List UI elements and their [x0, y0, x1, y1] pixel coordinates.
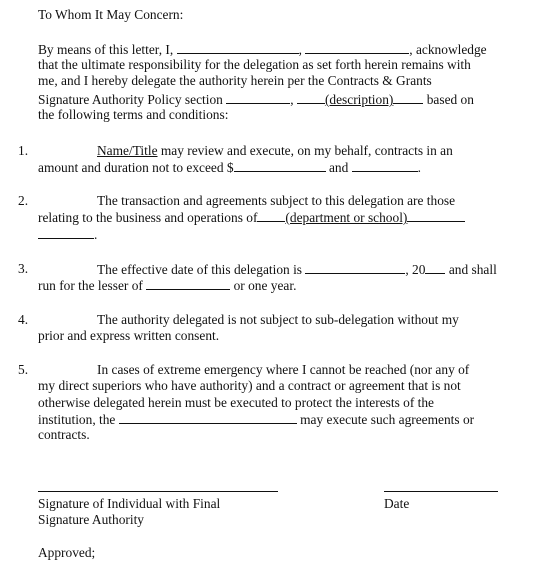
name-title-label: Name/Title	[97, 143, 158, 158]
duration-blank[interactable]	[352, 159, 418, 172]
effective-date-blank[interactable]	[305, 261, 405, 274]
delegator-title-blank[interactable]	[305, 41, 409, 54]
item-5-line-4: institution, the may execute such agreements or	[38, 412, 475, 427]
emergency-delegate-blank[interactable]	[119, 411, 297, 424]
date-label: Date	[384, 496, 410, 511]
description-lead-blank[interactable]	[297, 91, 325, 104]
department-continued-blank[interactable]	[38, 226, 94, 239]
item-2-line-2: relating to the business and operations of (department or school)	[38, 209, 465, 226]
approved-label: Approved;	[38, 545, 96, 560]
salutation: To Whom It May Concern:	[38, 7, 184, 22]
item-4-line-2: prior and express written consent.	[38, 328, 220, 343]
department-label: (department or school)	[285, 210, 408, 225]
item-5-line-3: otherwise delegated herein must be executed to protect the interests of the	[38, 395, 434, 410]
item-2-number: 2.	[18, 193, 29, 208]
term-blank[interactable]	[146, 277, 230, 290]
item-2-line-3: .	[38, 226, 97, 243]
intro-line-4: Signature Authority Policy section , (description) based on	[38, 92, 474, 107]
item-4-number: 4.	[18, 312, 29, 327]
delegator-name-blank[interactable]	[177, 41, 299, 54]
item-5-number: 5.	[18, 362, 29, 377]
amount-blank[interactable]	[234, 159, 326, 172]
item-5-line-1: In cases of extreme emergency where I cannot be reached (nor any of	[97, 362, 470, 377]
policy-section-blank[interactable]	[226, 91, 290, 104]
date-line[interactable]	[384, 491, 498, 492]
signature-label-2: Signature Authority	[38, 512, 144, 527]
item-5-line-5: contracts.	[38, 427, 90, 442]
item-2-line-1: The transaction and agreements subject to this delegation are those	[97, 193, 456, 208]
department-tail-blank[interactable]	[407, 209, 465, 222]
item-5-line-2: my direct superiors who have authority) and a contract or agreement that is not	[38, 378, 461, 393]
intro-line-2: that the ultimate responsibility for the delegation as set forth herein remains with	[38, 57, 471, 72]
intro-line-3: me, and I hereby delegate the authority herein per the Contracts & Grants	[38, 73, 432, 88]
item-1-number: 1.	[18, 143, 29, 158]
department-lead-blank[interactable]	[257, 209, 285, 222]
item-3-line-2: run for the lesser of or one year.	[38, 278, 297, 293]
intro-line-1: By means of this letter, I, , , acknowledge	[38, 42, 487, 57]
description-label: (description)	[324, 92, 394, 107]
intro-line-5: the following terms and conditions:	[38, 107, 229, 122]
item-3-line-1: The effective date of this delegation is , 20 and shall	[97, 262, 497, 277]
year-blank[interactable]	[425, 261, 445, 274]
item-1-line-1: Name/Title may review and execute, on my behalf, contracts in an	[97, 143, 453, 158]
item-3-number: 3.	[18, 261, 29, 276]
description-tail-blank[interactable]	[393, 91, 423, 104]
item-1-line-2: amount and duration not to exceed $ and .	[38, 160, 422, 175]
signature-label-1: Signature of Individual with Final	[38, 496, 221, 511]
item-4-line-1: The authority delegated is not subject to sub-delegation without my	[97, 312, 459, 327]
signature-line[interactable]	[38, 491, 278, 492]
